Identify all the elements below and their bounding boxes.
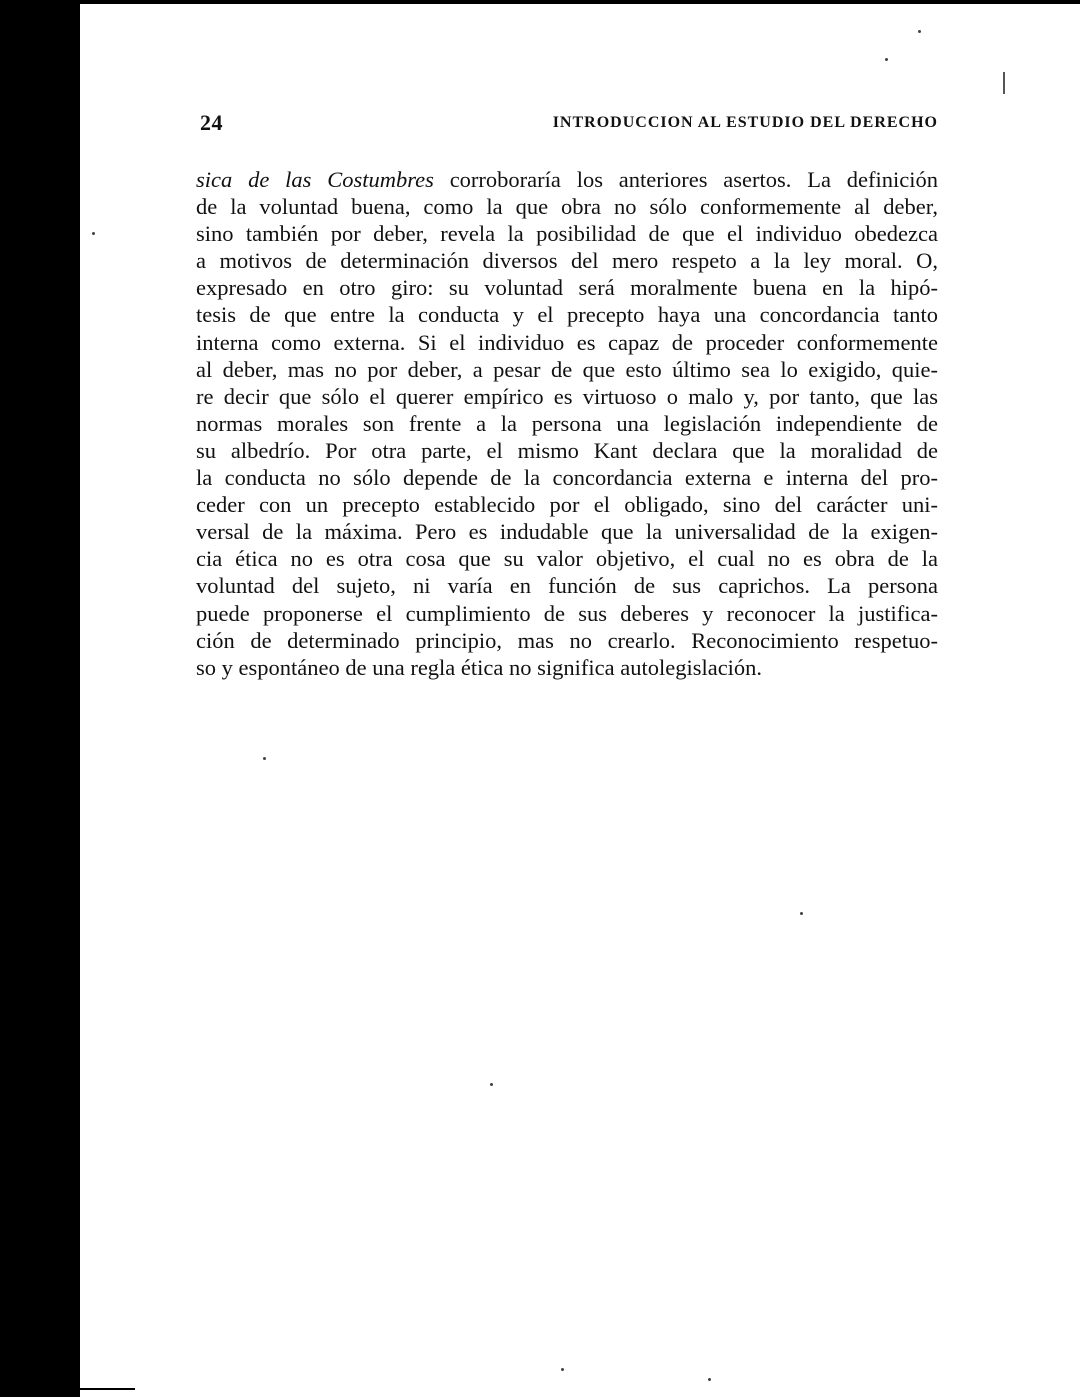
text-line: la conducta no sólo depende de la concordancia externa e interna del pro-: [196, 465, 938, 491]
body-paragraph: [196, 166, 938, 681]
running-head: [196, 100, 938, 140]
scan-top-border: [0, 0, 1080, 4]
scan-speck: [263, 757, 266, 760]
scan-left-border: [0, 0, 80, 1397]
book-page: [196, 100, 938, 681]
text-line: puede proponerse el cumplimiento de sus deberes y reconocer la justifica-: [196, 600, 938, 626]
text-line: ceder con un precepto establecido por el obligado, sino del carácter uni-: [196, 492, 938, 518]
text-line: de la voluntad buena, como la que obra no sólo conformemente al deber,: [196, 194, 938, 220]
text-line: versal de la máxima. Pero es indudable que la universalidad de la exigen-: [196, 519, 938, 545]
page-number: 24: [200, 110, 223, 135]
text-line: a motivos de determinación diversos del mero respeto a la ley moral. O,: [196, 248, 938, 274]
scan-speck: [800, 912, 803, 915]
italic-title: sica de las Costumbres: [196, 167, 434, 192]
scan-speck: [708, 1378, 711, 1381]
text-line: [196, 166, 938, 193]
text-line: interna como externa. Si el individuo es capaz de proceder conformemente: [196, 329, 938, 355]
text-line: su albedrío. Por otra parte, el mismo Kant declara que la moralidad de: [196, 437, 938, 463]
scan-speck: [490, 1083, 493, 1086]
scan-speck: [918, 30, 921, 33]
text-line: tesis de que entre la conducta y el precepto haya una concordancia tanto: [196, 302, 938, 328]
text-line: al deber, mas no por deber, a pesar de que esto último sea lo exigido, quie-: [196, 356, 938, 382]
scan-right-mark: [1003, 72, 1005, 94]
text-line-last: so y espontáneo de una regla ética no significa autolegislación.: [196, 654, 763, 680]
text-line: sino también por deber, revela la posibilidad de que el individuo obedezca: [196, 221, 938, 247]
scan-bottom-mark: [80, 1388, 135, 1390]
scan-speck: [92, 232, 95, 235]
scan-speck: [885, 58, 888, 61]
text-line: normas morales son frente a la persona una legislación independiente de: [196, 410, 938, 436]
text-line: ción de determinado principio, mas no crearlo. Reconocimiento respetuo-: [196, 627, 938, 653]
text-line: re decir que sólo el querer empírico es virtuoso o malo y, por tanto, que las: [196, 383, 938, 409]
text-line: expresado en otro giro: su voluntad será moralmente buena en la hipó-: [196, 275, 938, 301]
text-line: voluntad del sujeto, ni varía en función de sus caprichos. La persona: [196, 573, 938, 599]
scan-speck: [561, 1368, 564, 1371]
text-line: cia ética no es otra cosa que su valor objetivo, el cual no es obra de la: [196, 546, 938, 572]
running-title: INTRODUCCION AL ESTUDIO DEL DERECHO: [552, 114, 938, 131]
text-run: corroboraría los anteriores asertos. La definición: [433, 167, 938, 192]
